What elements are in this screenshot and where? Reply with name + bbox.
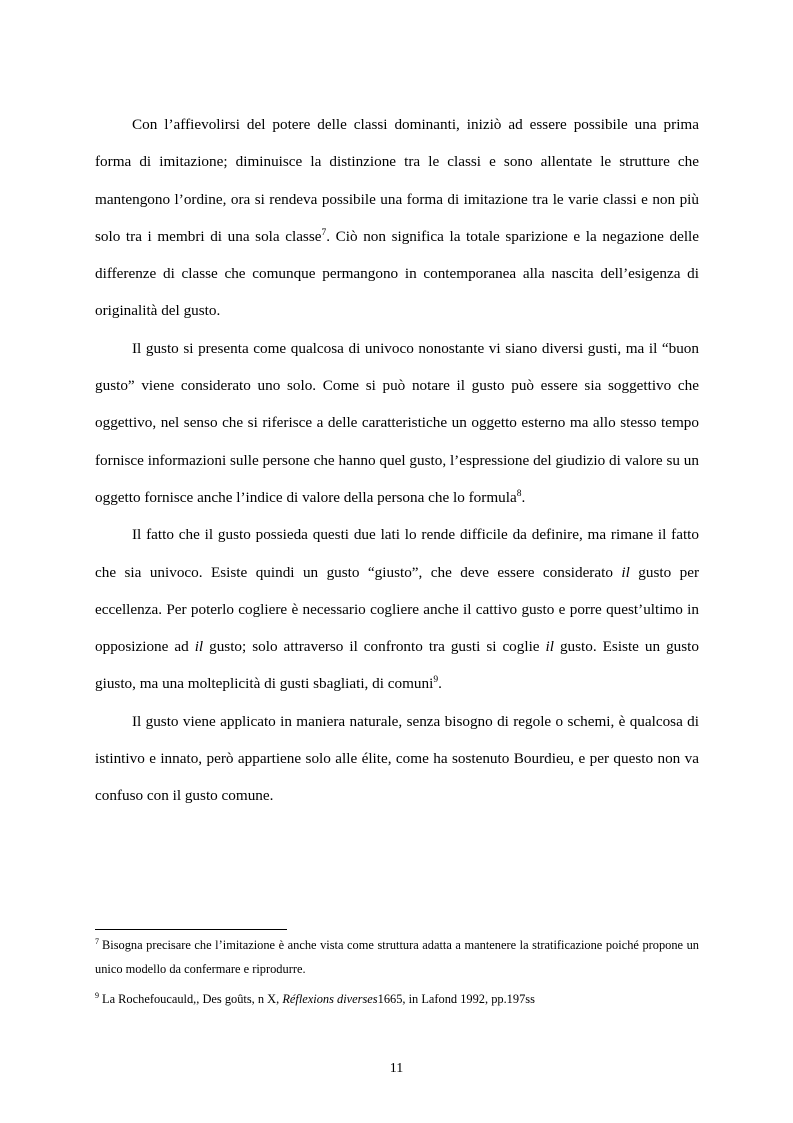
paragraph-text: gusto. Esiste un gusto giusto, ma una molteplicità di gusti sbagliati, di comuni xyxy=(95,638,699,693)
footnote-text: Bisogna precisare che l’imitazione è anche vista come struttura adatta a mantenere la stratificazione poiché propone un unico modello da confermare e riprodurre. xyxy=(95,938,699,976)
footnote-9 xyxy=(95,987,699,1011)
paragraph-1 xyxy=(95,106,699,330)
paragraph-4 xyxy=(95,703,699,815)
italic-term: il xyxy=(545,638,554,656)
paragraph-text: . Ciò non significa la totale sparizione e la negazione delle differenze di classe che comunque permangono in contemporanea alla nascita dell’esigenza di originalità del gusto. xyxy=(95,227,699,320)
paragraph-text: Il gusto si presenta come qualcosa di univoco nonostante vi siano diversi gusti, ma il “buon gusto” viene considerato uno solo. Come si può notare il gusto può essere sia soggettivo che oggettivo, nel senso che si riferisce a delle caratteristiche un oggetto esterno ma allo stesso tempo fornisce informazioni sulle persone che hanno quel gusto, l’espressione del giudizio di valore su un oggetto fornisce anche l’indice di valore della persona che lo formula xyxy=(95,339,699,506)
footnote-text: La Rochefoucauld,, Des goûts, n X, xyxy=(102,992,283,1006)
footnotes-section xyxy=(95,929,699,1011)
footnote-separator xyxy=(95,929,287,930)
paragraph-text: Il gusto viene applicato in maniera naturale, senza bisogno di regole o schemi, è qualcosa di istintivo e innato, però appartiene solo alle élite, come ha sostenuto Bourdieu, e per questo non va confuso con il gusto comune. xyxy=(95,712,699,805)
paragraph-text: . xyxy=(438,675,442,693)
paragraph-text: gusto per eccellenza. Per poterlo cogliere è necessario cogliere anche il cattivo gusto e porre quest’ultimo in opposizione ad xyxy=(95,563,700,656)
paragraph-3 xyxy=(95,516,699,702)
paragraph-text: gusto; solo attraverso il confronto tra gusti si coglie xyxy=(203,638,546,656)
footnote-reference-8[interactable]: 8 xyxy=(516,488,522,499)
paragraph-text: Il fatto che il gusto possieda questi due lati lo rende difficile da definire, ma rimane il fatto che sia univoco. Esiste quindi un gusto “giusto”, che deve essere considerato xyxy=(95,526,699,581)
paragraph-text: . xyxy=(521,488,526,506)
footnote-reference-7[interactable]: 7 xyxy=(321,227,327,238)
footnote-7 xyxy=(95,933,699,981)
page-number: 11 xyxy=(389,1061,404,1076)
footnote-mark: 7 xyxy=(95,937,99,946)
italic-term: il xyxy=(621,563,630,581)
footnote-text: 1665, in Lafond 1992, pp.197ss xyxy=(377,992,535,1006)
footnote-reference-9[interactable]: 9 xyxy=(433,675,439,686)
paragraph-text: Con l’affievolirsi del potere delle classi dominanti, iniziò ad essere possibile una prima forma di imitazione; diminuisce la distinzione tra le classi e sono allentate le strutture che mantengono l’ordine, ora si rendeva possibile una forma di imitazione tra le varie classi e non più solo tra i membri di una sola classe xyxy=(95,116,699,245)
footnote-mark: 9 xyxy=(95,991,99,1000)
body-text xyxy=(95,106,699,815)
footnote-italic-title: Réflexions diverses xyxy=(282,992,378,1006)
italic-term: il xyxy=(194,638,204,656)
paragraph-2 xyxy=(95,330,699,516)
